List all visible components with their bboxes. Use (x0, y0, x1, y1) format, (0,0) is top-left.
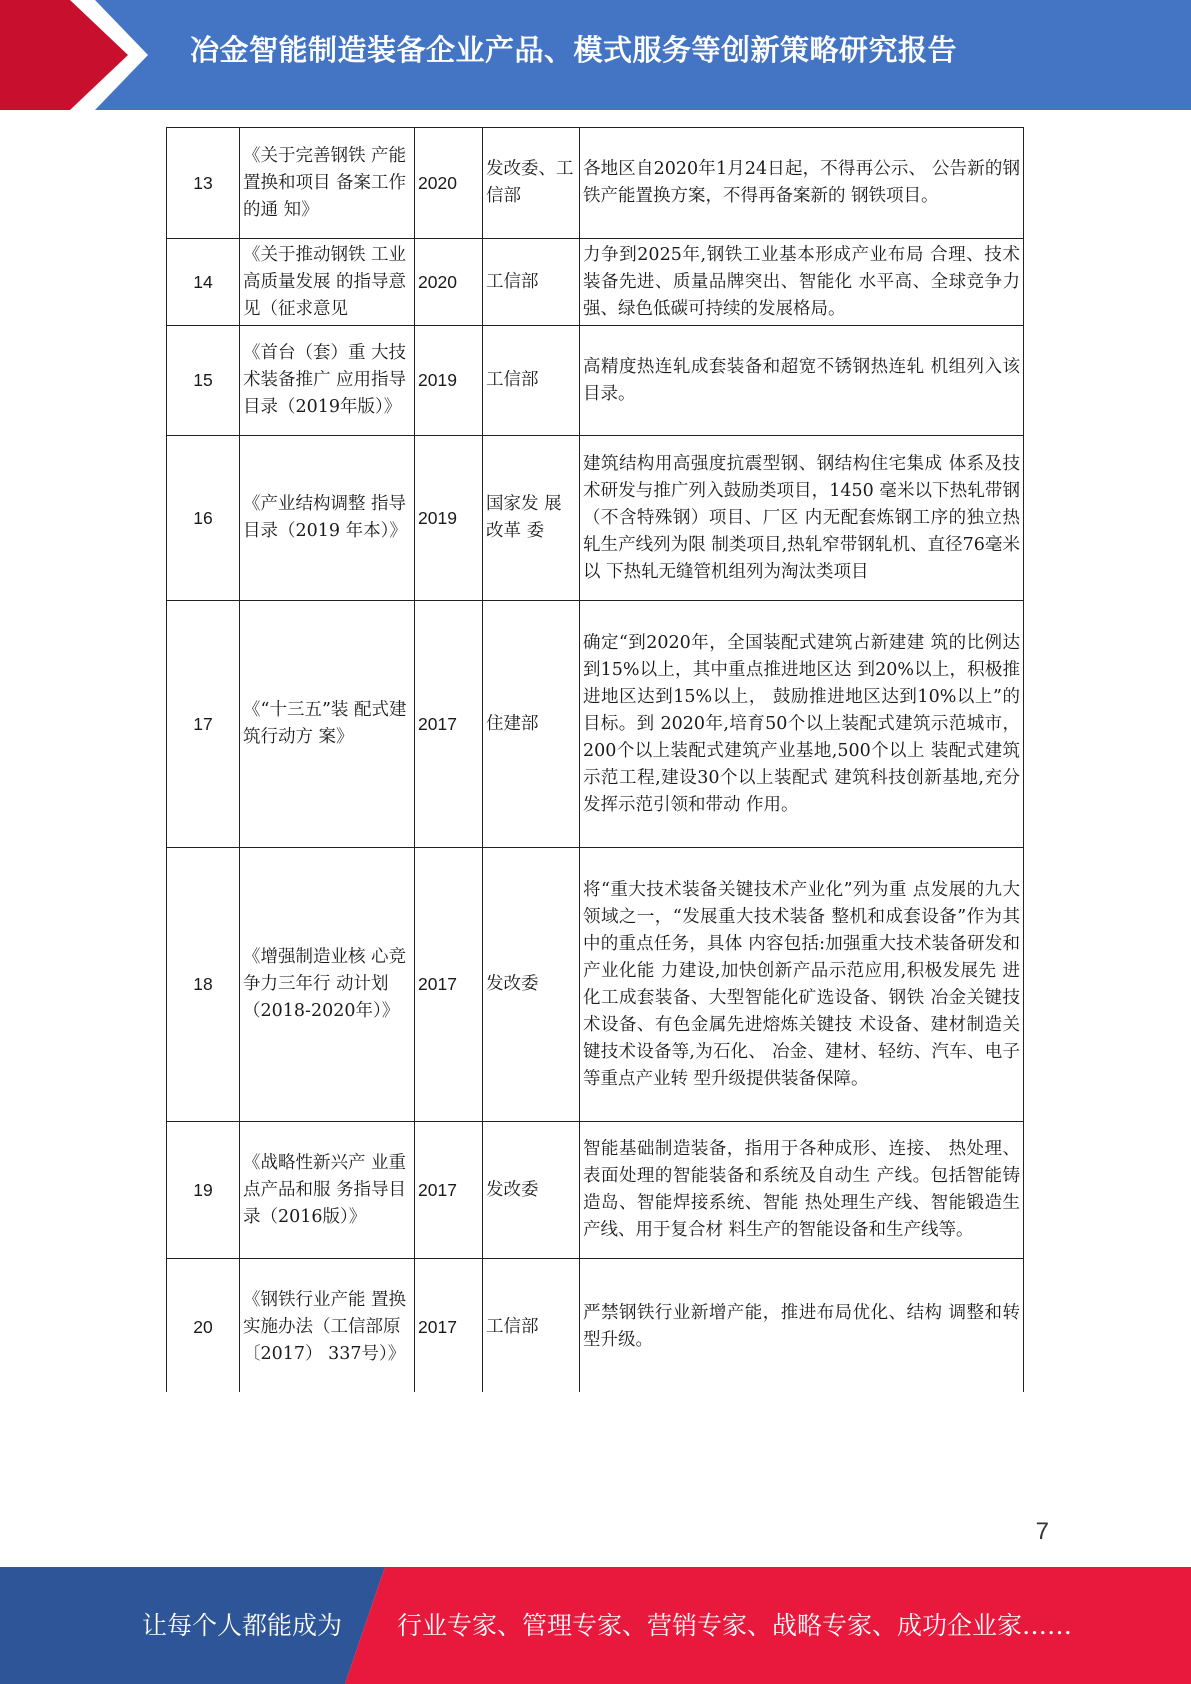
row-number: 15 (167, 326, 240, 436)
issuing-department: 工信部 (483, 1259, 580, 1393)
table-row (167, 848, 1024, 1122)
issuing-department: 发改委 (483, 848, 580, 1122)
table-row (167, 436, 1024, 601)
page-footer (0, 1567, 1191, 1684)
policy-year: 2019 (415, 326, 483, 436)
issuing-department: 发改委 (483, 1122, 580, 1259)
page-header (0, 0, 1191, 110)
table-row (167, 326, 1024, 436)
policy-name: 《钢铁行业产能 置换实施办法（工信部原〔2017） 337号）》 (240, 1259, 415, 1393)
policy-year: 2017 (415, 848, 483, 1122)
policy-name: 《产业结构调整 指导目录（2019 年本）》 (240, 436, 415, 601)
row-number: 14 (167, 239, 240, 326)
policy-year: 2017 (415, 601, 483, 848)
policy-year: 2020 (415, 239, 483, 326)
policy-content: 力争到2025年,钢铁工业基本形成产业布局 合理、技术装备先进、质量品牌突出、智能化 水平高、全球竞争力强、绿色低碳可持续的发展格局。 (580, 239, 1024, 326)
policy-content: 智能基础制造装备，指用于各种成形、连接、 热处理、表面处理的智能装备和系统及自动生 产线。包括智能铸造岛、智能焊接系统、智能 热处理生产线、智能锻造生产线、用于复合材 料生产的智能设备和生产线等。 (580, 1122, 1024, 1259)
footer-slogan-right: 行业专家、管理专家、营销专家、战略专家、成功企业家…… (397, 1611, 1073, 1640)
table-row (167, 239, 1024, 326)
policy-name: 《增强制造业核 心竞争力三年行 动计划（2018-2020年）》 (240, 848, 415, 1122)
policy-content: 高精度热连轧成套装备和超宽不锈钢热连轧 机组列入该目录。 (580, 326, 1024, 436)
table-row (167, 1122, 1024, 1259)
policy-name: 《战略性新兴产 业重点产品和服 务指导目录（2016版）》 (240, 1122, 415, 1259)
report-title: 冶金智能制造装备企业产品、模式服务等创新策略研究报告 (190, 33, 958, 67)
policy-content: 建筑结构用高强度抗震型钢、钢结构住宅集成 体系及技术研发与推广列入鼓励类项目，1450 毫米以下热轧带钢（不含特殊钢）项目、厂区 内无配套炼钢工序的独立热轧生产线列为限 制类项目,热轧窄带钢轧机、直径76毫米以 下热轧无缝管机组列为淘汰类项目 (580, 436, 1024, 601)
row-number: 19 (167, 1122, 240, 1259)
issuing-department: 住建部 (483, 601, 580, 848)
policy-name: 《“十三五”装 配式建筑行动方 案》 (240, 601, 415, 848)
policy-name: 《关于推动钢铁 工业高质量发展 的指导意见（征求意见 (240, 239, 415, 326)
row-number: 16 (167, 436, 240, 601)
table-row (167, 601, 1024, 848)
policy-content: 确定“到2020年，全国装配式建筑占新建建 筑的比例达到15%以上，其中重点推进地区达 到20%以上，积极推进地区达到15%以上， 鼓励推进地区达到10%以上”的目标。到 2020年,培育50个以上装配式建筑示范城市， 200个以上装配式建筑产业基地,500个以上 装配式建筑示范工程,建设30个以上装配式 建筑科技创新基地,充分发挥示范引领和带动 作用。 (580, 601, 1024, 848)
table-row (167, 128, 1024, 239)
row-number: 20 (167, 1259, 240, 1393)
issuing-department: 工信部 (483, 239, 580, 326)
policy-content: 严禁钢铁行业新增产能，推进布局优化、结构 调整和转型升级。 (580, 1259, 1024, 1393)
policy-year: 2019 (415, 436, 483, 601)
footer-slogan-left: 让每个人都能成为 (142, 1611, 343, 1640)
policy-table-container (166, 127, 1024, 1392)
row-number: 18 (167, 848, 240, 1122)
header-arrow-decoration (0, 0, 150, 110)
policy-name: 《关于完善钢铁 产能置换和项目 备案工作的通 知》 (240, 128, 415, 239)
policy-content: 将“重大技术装备关键技术产业化”列为重 点发展的九大领域之一，“发展重大技术装备 整机和成套设备”作为其中的重点任务，具体 内容包括:加强重大技术装备研发和产业化能 力建设,加快创新产品示范应用,积极发展先 进化工成套装备、大型智能化矿选设备、钢铁 冶金关键技术设备、有色金属先进熔炼关键技 术设备、建材制造关键技术设备等,为石化、 冶金、建材、轻纺、汽车、电子等重点产业转 型升级提供装备保障。 (580, 848, 1024, 1122)
table-row (167, 1259, 1024, 1393)
issuing-department: 国家发 展改革 委 (483, 436, 580, 601)
row-number: 13 (167, 128, 240, 239)
page-number: 7 (1035, 1518, 1049, 1545)
policy-name: 《首台（套）重 大技术装备推广 应用指导目录（2019年版）》 (240, 326, 415, 436)
policy-year: 2020 (415, 128, 483, 239)
issuing-department: 工信部 (483, 326, 580, 436)
issuing-department: 发改委、工信部 (483, 128, 580, 239)
policy-year: 2017 (415, 1259, 483, 1393)
row-number: 17 (167, 601, 240, 848)
policy-content: 各地区自2020年1月24日起，不得再公示、 公告新的钢铁产能置换方案，不得再备案新的 钢铁项目。 (580, 128, 1024, 239)
policy-year: 2017 (415, 1122, 483, 1259)
policy-table (166, 127, 1024, 1392)
